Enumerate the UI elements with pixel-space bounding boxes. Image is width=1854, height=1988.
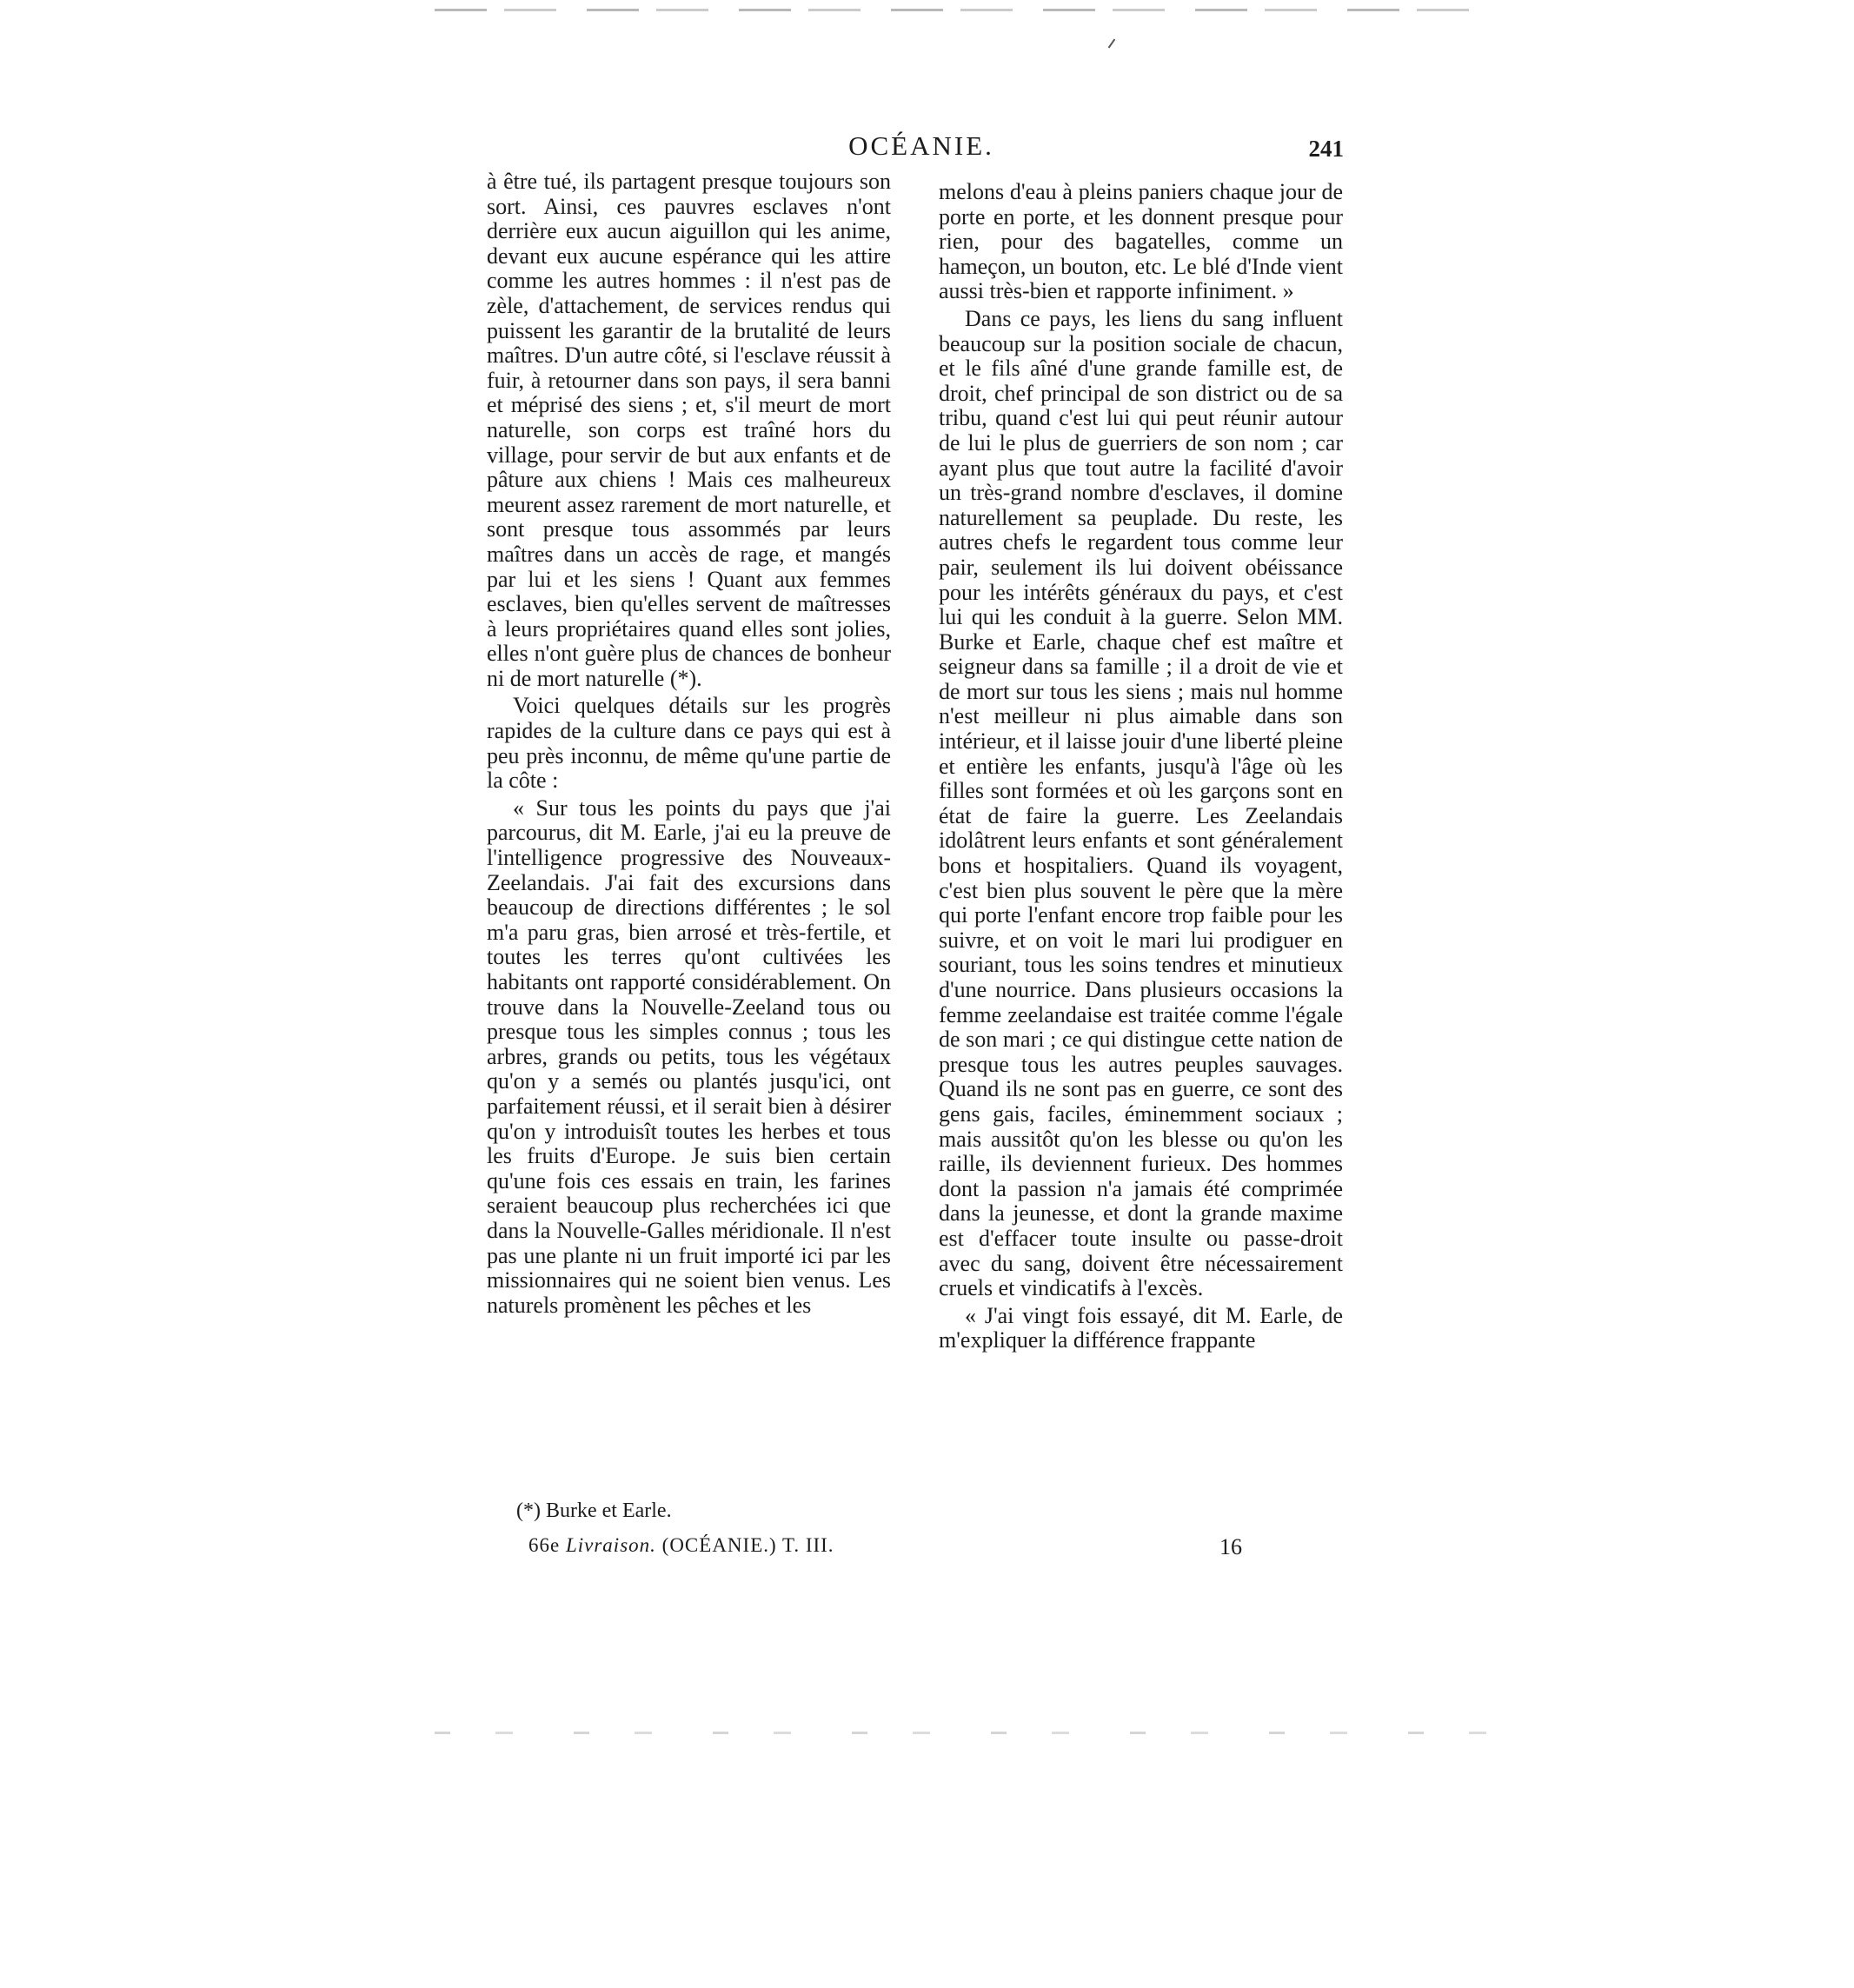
paragraph: Voici quelques détails sur les progrès rapides de la culture dans ce pays qui est à peu près inconnu, de même qu'une partie de la côte : — [487, 693, 891, 794]
paragraph: « J'ai vingt fois essayé, dit M. Earle, de m'expliquer la différence frappante — [939, 1302, 1343, 1353]
page-header — [487, 130, 1356, 174]
sheet-number: 16 — [1219, 1534, 1242, 1559]
book-page — [487, 122, 1356, 1559]
scan-edge-top — [435, 9, 1495, 11]
signature-number: 66e — [528, 1534, 561, 1556]
paragraph: melons d'eau à pleins paniers chaque jour de porte en porte, et les donnent presque pour rien, pour des bagatelles, comme un hameçon, un bouton, etc. Le blé d'Inde vient aussi très-bien et rapporte infiniment. » — [939, 179, 1343, 304]
signature-livraison: Livraison. — [565, 1534, 656, 1556]
scan-mark — [1108, 39, 1116, 49]
page-number: 241 — [1308, 136, 1344, 162]
paragraph: Dans ce pays, les liens du sang influent beaucoup sur la position sociale de chacun, et le fils aîné d'une grande famille est, de droit, chef principal de son district ou de sa tribu, quand c'est lui qui peut réunir autour de lui le plus de guerriers de son nom ; car ayant plus que tout autre la facilité d'avoir un très-grand nombre d'esclaves, il domine naturellement sa peuplade. Du reste, les autres chefs le regardent tous comme leur pair, seulement ils lui doivent obéissance pour les intérêts généraux du pays, et c'est lui qui les conduit à la guerre. Selon MM. Burke et Earle, chaque chef est maître et seigneur dans sa famille ; il a droit de vie et de mort sur tous les siens ; mais nul homme n'est meilleur ni plus aimable dans son intérieur, et il laisse jouir d'une liberté pleine et entière les enfants, jusqu'à l'âge où les filles sont formées et où les garçons sont en état de faire la guerre. Les Zeelandais idolâtrent leurs enfants et sont généralement bons et hospitaliers. Quand ils voyagent, c'est bien plus souvent le père que la mère qui porte l'enfant encore trop faible pour les suivre, et on voit le mari lui prodiguer en souriant, tous les soins tendres et minutieux d'une nourrice. Dans plusieurs occasions la femme zeelandaise est traitée comme l'égale de son mari ; ce qui distingue cette nation de presque tous les autres peuples sauvages. Quand ils ne sont pas en guerre, ce sont des gens gais, faciles, éminemment sociaux ; mais aussitôt qu'on les blesse ou qu'on les raille, ils deviennent furieux. Des hommes dont la passion n'a jamais été comprimée dans la jeunesse, et dont la grande maxime est d'effacer toute insulte ou passe-droit avec du sang, doivent être nécessairement cruels et vindicatifs à l'excès. — [939, 305, 1343, 1301]
right-column — [939, 180, 1343, 1353]
scan-edge-bottom — [435, 1732, 1495, 1734]
signature-series: (OCÉANIE.) T. III. — [661, 1534, 834, 1556]
paragraph: à être tué, ils partagent presque toujours son sort. Ainsi, ces pauvres esclaves n'ont derrière eux aucun aiguillon qui les anime, devant eux aucune espérance qui les attire comme les autres hommes : il n'est pas de zèle, d'attachement, de services rendus qui puissent les garantir de la brutalité de leurs maîtres. D'un autre côté, si l'esclave réussit à fuir, à retourner dans son pays, il sera banni et méprisé des siens ; et, s'il meurt de mort naturelle, son corps est traîné hors du village, pour servir de but aux enfants et de pâture aux chiens ! Mais ces malheureux meurent assez rarement de mort naturelle, et sont presque tous assommés par leurs maîtres dans un accès de rage, et mangés par lui et les siens ! Quant aux femmes esclaves, bien qu'elles servent de maîtresses à leurs propriétaires quand elles sont jolies, elles n'ont guère plus de chances de bonheur ni de mort naturelle (*). — [487, 169, 891, 691]
left-column — [487, 170, 891, 1318]
signature-line — [528, 1534, 834, 1557]
running-title: OCÉANIE. — [848, 130, 994, 161]
footnote: (*) Burke et Earle. — [516, 1499, 672, 1522]
paragraph: « Sur tous les points du pays que j'ai parcourus, dit M. Earle, j'ai eu la preuve de l'intelligence progressive des Nouveaux-Zeelandais. J'ai fait des excursions dans beaucoup de directions différentes ; le sol m'a paru gras, bien arrosé et très-fertile, et toutes les terres qu'ont cultivées les habitants ont rapporté considérablement. On trouve dans la Nouvelle-Zeeland tous ou presque tous les simples connus ; tous les arbres, grands ou petits, tous les végétaux qu'on y a semés ou plantés jusqu'ici, ont parfaitement réussi, et il serait bien à désirer qu'on y introduisît toutes les herbes et tous les fruits d'Europe. Je suis bien certain qu'une fois ces essais en train, les farines seraient beaucoup plus recherchées ici que dans la Nouvelle-Galles méridionale. Il n'est pas une plante ni un fruit importé ici par les missionnaires qui ne soient bien venus. Les naturels promènent les pêches et les — [487, 795, 891, 1318]
